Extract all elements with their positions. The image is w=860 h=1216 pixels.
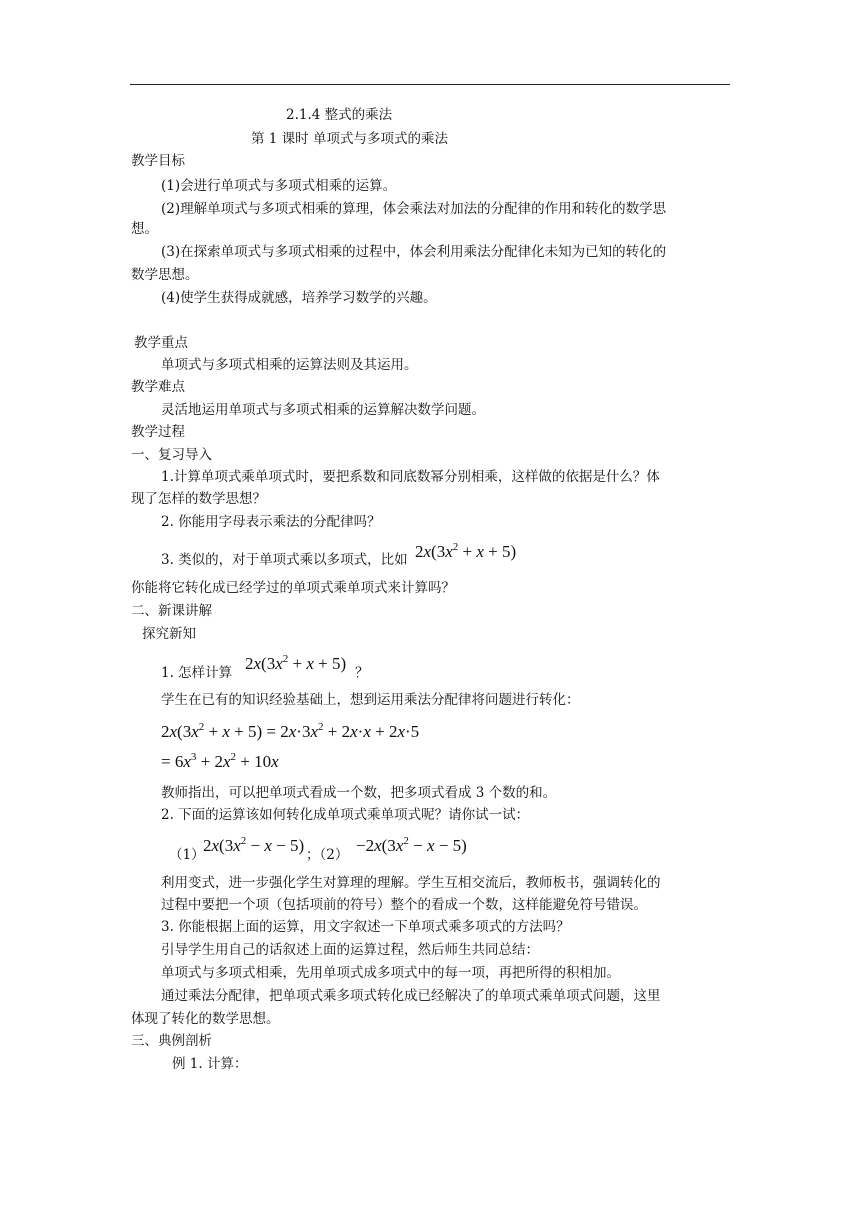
focus-text: 单项式与多项式相乘的运算法则及其运用。 [161, 357, 418, 373]
summary-text-cont: 体现了转化的数学思想。 [131, 1011, 280, 1027]
variant-text: 利用变式，进一步强化学生对算理的理解。学生互相交流后，教师板书，强调转化的 [161, 875, 661, 891]
teacher-note: 教师指出，可以把单项式看成一个数，把多项式看成 3 个数的和。 [161, 785, 557, 801]
new-item-3: 3. 你能根据上面的运算，用文字叙述一下单项式乘多项式的方法吗？ [161, 919, 570, 935]
objective-item: 想。 [131, 221, 158, 237]
lesson-title: 2.1.4 整式的乘法 [286, 107, 393, 123]
objective-item: 数学思想。 [131, 267, 199, 283]
new-item-2: 2. 下面的运算该如何转化成单项式乘单项式呢？请你试一试： [161, 807, 530, 823]
question-1-cont: 现了怎样的数学思想？ [131, 491, 266, 507]
difficulty-text: 灵活地运用单项式与多项式相乘的运算解决数学问题。 [161, 402, 485, 418]
summary-text: 通过乘法分配律，把单项式乘多项式转化成已经解决了的单项式乘单项式问题，这里 [161, 988, 661, 1004]
exercise-label-1: （1） [169, 847, 205, 863]
focus-heading: 教学重点 [134, 335, 188, 351]
formula-q3: $2x(3x^2 + x + 5)$ [415, 541, 517, 561]
objectives-heading: 教学目标 [131, 153, 185, 169]
formula-expansion-line-2: = $6x^3 + 2x^2 + 10x$ [161, 751, 279, 771]
exercise-label-2: ；（2） [306, 847, 349, 863]
formula-n1: $2x(3x^2 + x + 5)$ [245, 653, 347, 673]
example-heading: 三、典例剖析 [131, 1033, 212, 1049]
objective-item: (1)会进行单项式与多项式相乘的运算。 [161, 178, 397, 194]
formula-exercise-2: $-2x(3x^2 - x - 5)$ [356, 835, 467, 855]
question-3: 3. 类似的，对于单项式乘以多项式，比如 [161, 552, 408, 568]
objective-item: (3)在探索单项式与多项式相乘的过程中，体会利用乘法分配律化未知为已知的转化的 [161, 244, 667, 260]
example-1: 例 1. 计算： [172, 1056, 248, 1072]
process-heading: 教学过程 [131, 424, 185, 440]
formula-expansion-line-1: $2x(3x^2 + x + 5) = 2x\cdot 3x^2 + 2x\cdot x + 2x\cdot 5$ [161, 721, 420, 741]
question-1: 1.计算单项式乘单项式时，要把系数和同底数幂分别相乘，这样做的依据是什么？体 [161, 469, 660, 485]
objective-item: (4)使学生获得成就感，培养学习数学的兴趣。 [161, 290, 437, 306]
difficulty-heading: 教学难点 [131, 379, 185, 395]
header-rule [130, 84, 730, 85]
objective-item: (2)理解单项式与多项式相乘的算理，体会乘法对加法的分配律的作用和转化的数学思 [161, 201, 667, 217]
lesson-subtitle: 第 1 课时 单项式与多项式的乘法 [251, 131, 448, 147]
explore-heading: 探究新知 [142, 626, 196, 642]
question-2: 2. 你能用字母表示乘法的分配律吗？ [161, 514, 381, 530]
new-lesson-heading: 二、新课讲解 [131, 603, 212, 619]
new-item-1-text: 学生在已有的知识经验基础上，想到运用乘法分配律将问题进行转化： [161, 692, 580, 708]
question-3-cont: 你能将它转化成已经学过的单项式乘单项式来计算吗？ [131, 580, 455, 596]
review-heading: 一、复习导入 [131, 447, 212, 463]
rule-text: 单项式与多项式相乘，先用单项式成多项式中的每一项，再把所得的积相加。 [161, 965, 620, 981]
formula-exercise-1: $2x(3x^2 - x - 5)$ [203, 835, 305, 855]
new-item-1: 1. 怎样计算 [161, 665, 233, 681]
new-item-1-suffix: ？ [355, 665, 369, 681]
variant-text-cont: 过程中要把一个项（包括项前的符号）整个的看成一个数，这样能避免符号错误。 [161, 897, 647, 913]
guide-text: 引导学生用自己的话叙述上面的运算过程，然后师生共同总结： [161, 942, 539, 958]
